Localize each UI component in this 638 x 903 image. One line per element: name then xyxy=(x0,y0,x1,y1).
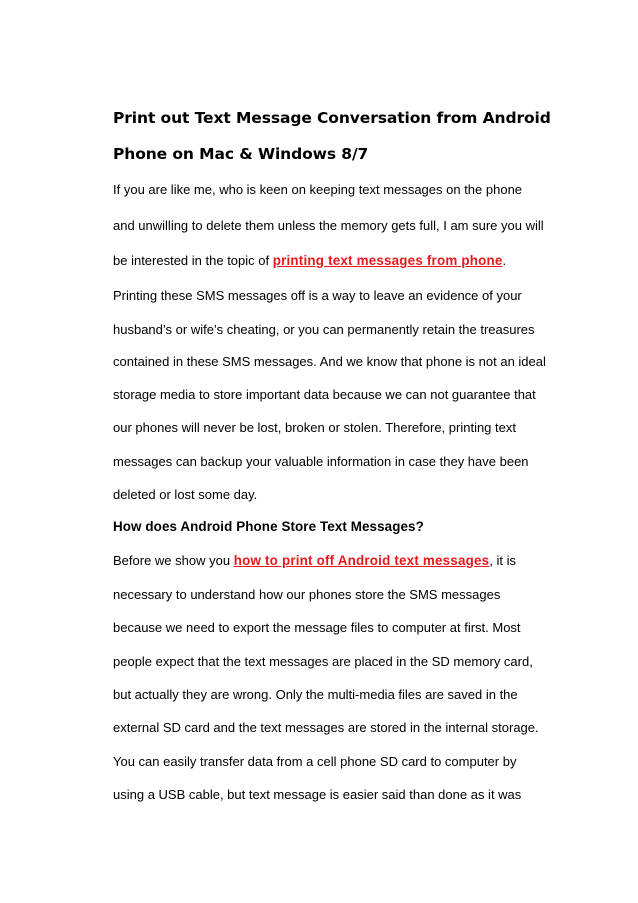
paragraph-2-line: because we need to export the message files to computer at first. Most xyxy=(113,620,521,635)
paragraph-2-text: , it is xyxy=(489,553,517,568)
paragraph-2-line: You can easily transfer data from a cell phone SD card to computer by xyxy=(113,754,517,769)
paragraph-1-line-with-link xyxy=(113,253,506,269)
paragraph-2-line: necessary to understand how our phones store the SMS messages xyxy=(113,587,501,602)
paragraph-1-line: contained in these SMS messages. And we know that phone is not an ideal xyxy=(113,354,546,369)
paragraph-2-text: Before we show you xyxy=(113,553,234,568)
document-title-line-2: Phone on Mac & Windows 8/7 xyxy=(113,145,369,163)
paragraph-1-line: husband’s or wife’s cheating, or you can permanently retain the treasures xyxy=(113,322,535,337)
paragraph-1-line: and unwilling to delete them unless the memory gets full, I am sure you will xyxy=(113,218,544,233)
paragraph-2-line: people expect that the text messages are placed in the SD memory card, xyxy=(113,654,533,669)
paragraph-1-line: our phones will never be lost, broken or stolen. Therefore, printing text xyxy=(113,420,516,435)
paragraph-1-line: storage media to store important data because we can not guarantee that xyxy=(113,387,536,402)
document-title-line-1: Print out Text Message Conversation from Android xyxy=(113,109,551,127)
section-heading: How does Android Phone Store Text Messages? xyxy=(113,519,424,534)
paragraph-2-line: external SD card and the text messages are stored in the internal storage. xyxy=(113,720,539,735)
paragraph-2-line-with-link xyxy=(113,553,516,569)
paragraph-1-line: If you are like me, who is keen on keeping text messages on the phone xyxy=(113,182,523,197)
paragraph-1-line: deleted or lost some day. xyxy=(113,487,258,502)
print-android-text-messages-link[interactable]: how to print off Android text messages xyxy=(233,553,490,568)
paragraph-1-line: messages can backup your valuable information in case they have been xyxy=(113,454,529,469)
paragraph-1-text: be interested in the topic of xyxy=(113,253,273,268)
paragraph-1-text: . xyxy=(502,253,507,268)
paragraph-1-line: Printing these SMS messages off is a way to leave an evidence of your xyxy=(113,288,522,303)
paragraph-2-line: using a USB cable, but text message is easier said than done as it was xyxy=(113,787,522,802)
printing-text-messages-link[interactable]: printing text messages from phone xyxy=(272,253,503,268)
paragraph-2-line: but actually they are wrong. Only the multi-media files are saved in the xyxy=(113,687,518,702)
